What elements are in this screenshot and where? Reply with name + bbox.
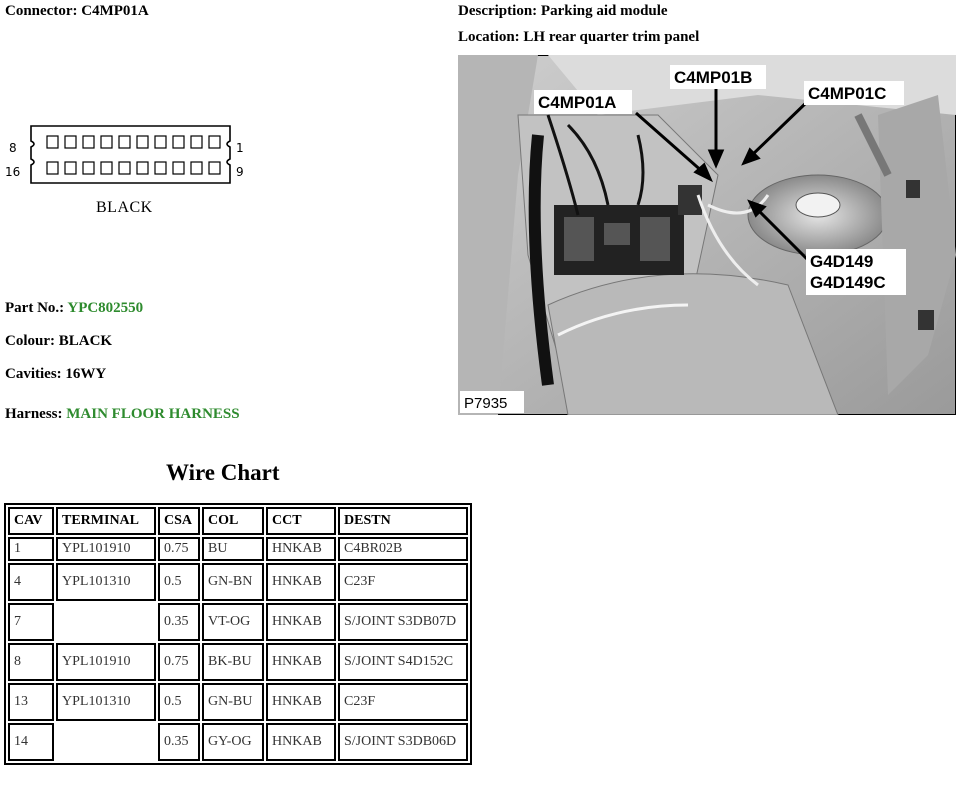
cell-destn: S/JOINT S3DB07D bbox=[338, 603, 468, 641]
cell-destn: C4BR02B bbox=[338, 537, 468, 561]
cell-terminal bbox=[56, 723, 156, 761]
pin-label-top-right: 1 bbox=[236, 141, 244, 155]
cell-cav: 14 bbox=[8, 723, 54, 761]
cell-cav: 8 bbox=[8, 643, 54, 681]
colour-value: BLACK bbox=[58, 333, 113, 349]
cell-cav: 1 bbox=[8, 537, 54, 561]
photo-reference-code: P7935 bbox=[464, 395, 508, 412]
location-photo bbox=[458, 55, 956, 415]
callout-c4mp01a: C4MP01A bbox=[538, 93, 617, 112]
cell-col: BK-BU bbox=[202, 643, 264, 681]
pin-label-bottom-left: 16 bbox=[5, 165, 21, 179]
callout-c4mp01b: C4MP01B bbox=[674, 68, 753, 87]
table-row bbox=[8, 603, 468, 641]
cell-csa: 0.35 bbox=[158, 603, 200, 641]
cell-terminal bbox=[56, 603, 156, 641]
table-header-row bbox=[8, 507, 468, 535]
colour-label: Colour: bbox=[5, 333, 55, 349]
cell-destn: C23F bbox=[338, 563, 468, 601]
cell-col: GY-OG bbox=[202, 723, 264, 761]
header-cct: CCT bbox=[266, 507, 336, 535]
harness-line bbox=[5, 406, 240, 423]
cell-destn: S/JOINT S3DB06D bbox=[338, 723, 468, 761]
callout-c4mp01c: C4MP01C bbox=[808, 84, 887, 103]
cell-cct: HNKAB bbox=[266, 683, 336, 721]
description-label: Description: bbox=[458, 3, 538, 19]
cavities-line bbox=[5, 366, 106, 383]
cell-col: GN-BN bbox=[202, 563, 264, 601]
cell-col: BU bbox=[202, 537, 264, 561]
cell-col: VT-OG bbox=[202, 603, 264, 641]
cell-cct: HNKAB bbox=[266, 537, 336, 561]
cell-cav: 7 bbox=[8, 603, 54, 641]
part-number-link[interactable]: YPC802550 bbox=[67, 300, 144, 316]
cell-csa: 0.35 bbox=[158, 723, 200, 761]
table-row bbox=[8, 643, 468, 681]
cavities-value: 16WY bbox=[65, 366, 107, 382]
cell-cav: 4 bbox=[8, 563, 54, 601]
part-number-label: Part No.: bbox=[5, 300, 65, 316]
cell-destn: C23F bbox=[338, 683, 468, 721]
callout-g4d149: G4D149 bbox=[810, 252, 874, 271]
cell-cct: HNKAB bbox=[266, 563, 336, 601]
header-csa: CSA bbox=[158, 507, 200, 535]
part-number-line bbox=[5, 300, 143, 317]
pin-label-top-left: 8 bbox=[9, 141, 17, 155]
header-terminal: TERMINAL bbox=[56, 507, 156, 535]
description-line bbox=[458, 3, 668, 20]
location-line bbox=[458, 29, 699, 46]
pin-label-bottom-right: 9 bbox=[236, 165, 244, 179]
cell-col: GN-BU bbox=[202, 683, 264, 721]
connector-face-diagram bbox=[5, 118, 250, 198]
harness-label: Harness: bbox=[5, 406, 63, 422]
location-value: LH rear quarter trim panel bbox=[523, 29, 700, 45]
header-col: COL bbox=[202, 507, 264, 535]
cell-terminal: YPL101910 bbox=[56, 643, 156, 681]
header-destn: DESTN bbox=[338, 507, 468, 535]
connector-label: Connector: bbox=[5, 3, 78, 19]
table-row bbox=[8, 723, 468, 761]
cell-csa: 0.5 bbox=[158, 683, 200, 721]
harness-link[interactable]: MAIN FLOOR HARNESS bbox=[66, 406, 240, 422]
cell-csa: 0.5 bbox=[158, 563, 200, 601]
cell-terminal: YPL101910 bbox=[56, 537, 156, 561]
cell-csa: 0.75 bbox=[158, 537, 200, 561]
cell-terminal: YPL101310 bbox=[56, 683, 156, 721]
cell-destn: S/JOINT S4D152C bbox=[338, 643, 468, 681]
cavity-grid bbox=[47, 136, 220, 174]
callout-g4d149c: G4D149C bbox=[810, 273, 886, 292]
table-row bbox=[8, 537, 468, 561]
table-row bbox=[8, 683, 468, 721]
connector-heading bbox=[5, 3, 149, 20]
cell-csa: 0.75 bbox=[158, 643, 200, 681]
cell-cct: HNKAB bbox=[266, 603, 336, 641]
cell-terminal: YPL101310 bbox=[56, 563, 156, 601]
cell-cct: HNKAB bbox=[266, 643, 336, 681]
wire-chart-title: Wire Chart bbox=[166, 460, 280, 485]
cavities-label: Cavities: bbox=[5, 366, 62, 382]
header-cav: CAV bbox=[8, 507, 54, 535]
connector-colour-caption: BLACK bbox=[96, 199, 153, 216]
location-label: Location: bbox=[458, 29, 520, 45]
connector-id: C4MP01A bbox=[81, 3, 149, 19]
description-value: Parking aid module bbox=[540, 3, 668, 19]
colour-line bbox=[5, 333, 112, 350]
cell-cct: HNKAB bbox=[266, 723, 336, 761]
wire-chart-table bbox=[4, 503, 472, 765]
cell-cav: 13 bbox=[8, 683, 54, 721]
table-row bbox=[8, 563, 468, 601]
